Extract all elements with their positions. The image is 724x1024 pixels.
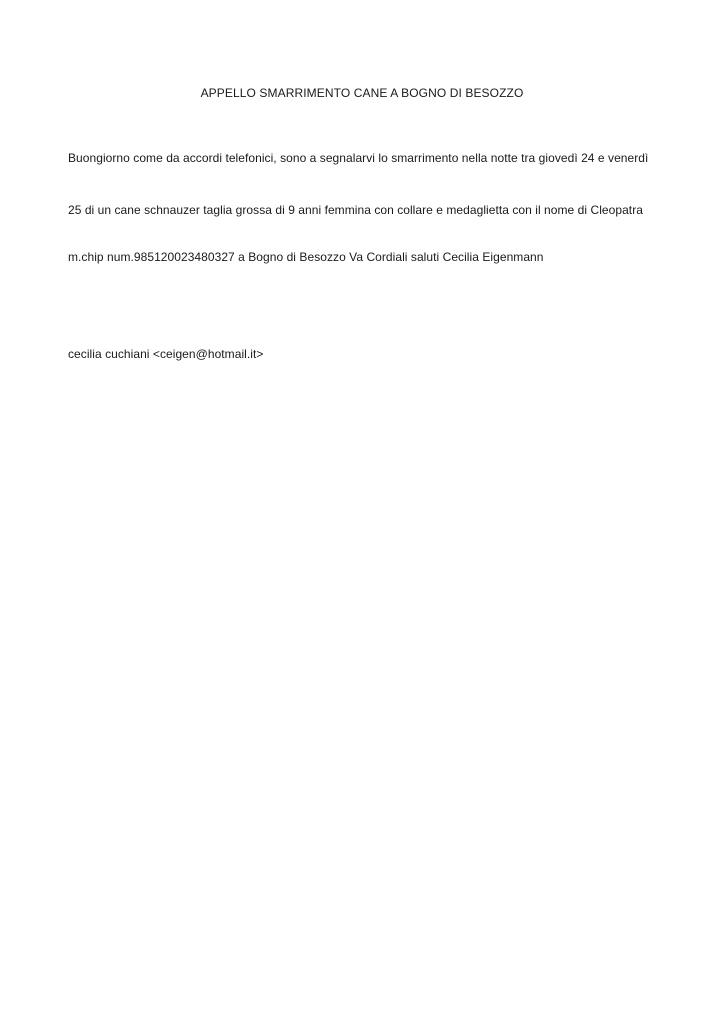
body-line-2: 25 di un cane schnauzer taglia grossa di 9 anni femmina con collare e medaglietta con il nome di Cleopatra bbox=[68, 203, 643, 217]
body-line-3: m.chip num.985120023480327 a Bogno di Besozzo Va Cordiali saluti Cecilia Eigenmann bbox=[68, 250, 544, 264]
body-line-1: Buongiorno come da accordi telefonici, sono a segnalarvi lo smarrimento nella notte tra giovedì 24 e venerdì bbox=[68, 151, 649, 165]
sender-signature: cecilia cuchiani <ceigen@hotmail.it> bbox=[68, 347, 264, 361]
document-title: APPELLO SMARRIMENTO CANE A BOGNO DI BESOZZO bbox=[200, 86, 524, 100]
